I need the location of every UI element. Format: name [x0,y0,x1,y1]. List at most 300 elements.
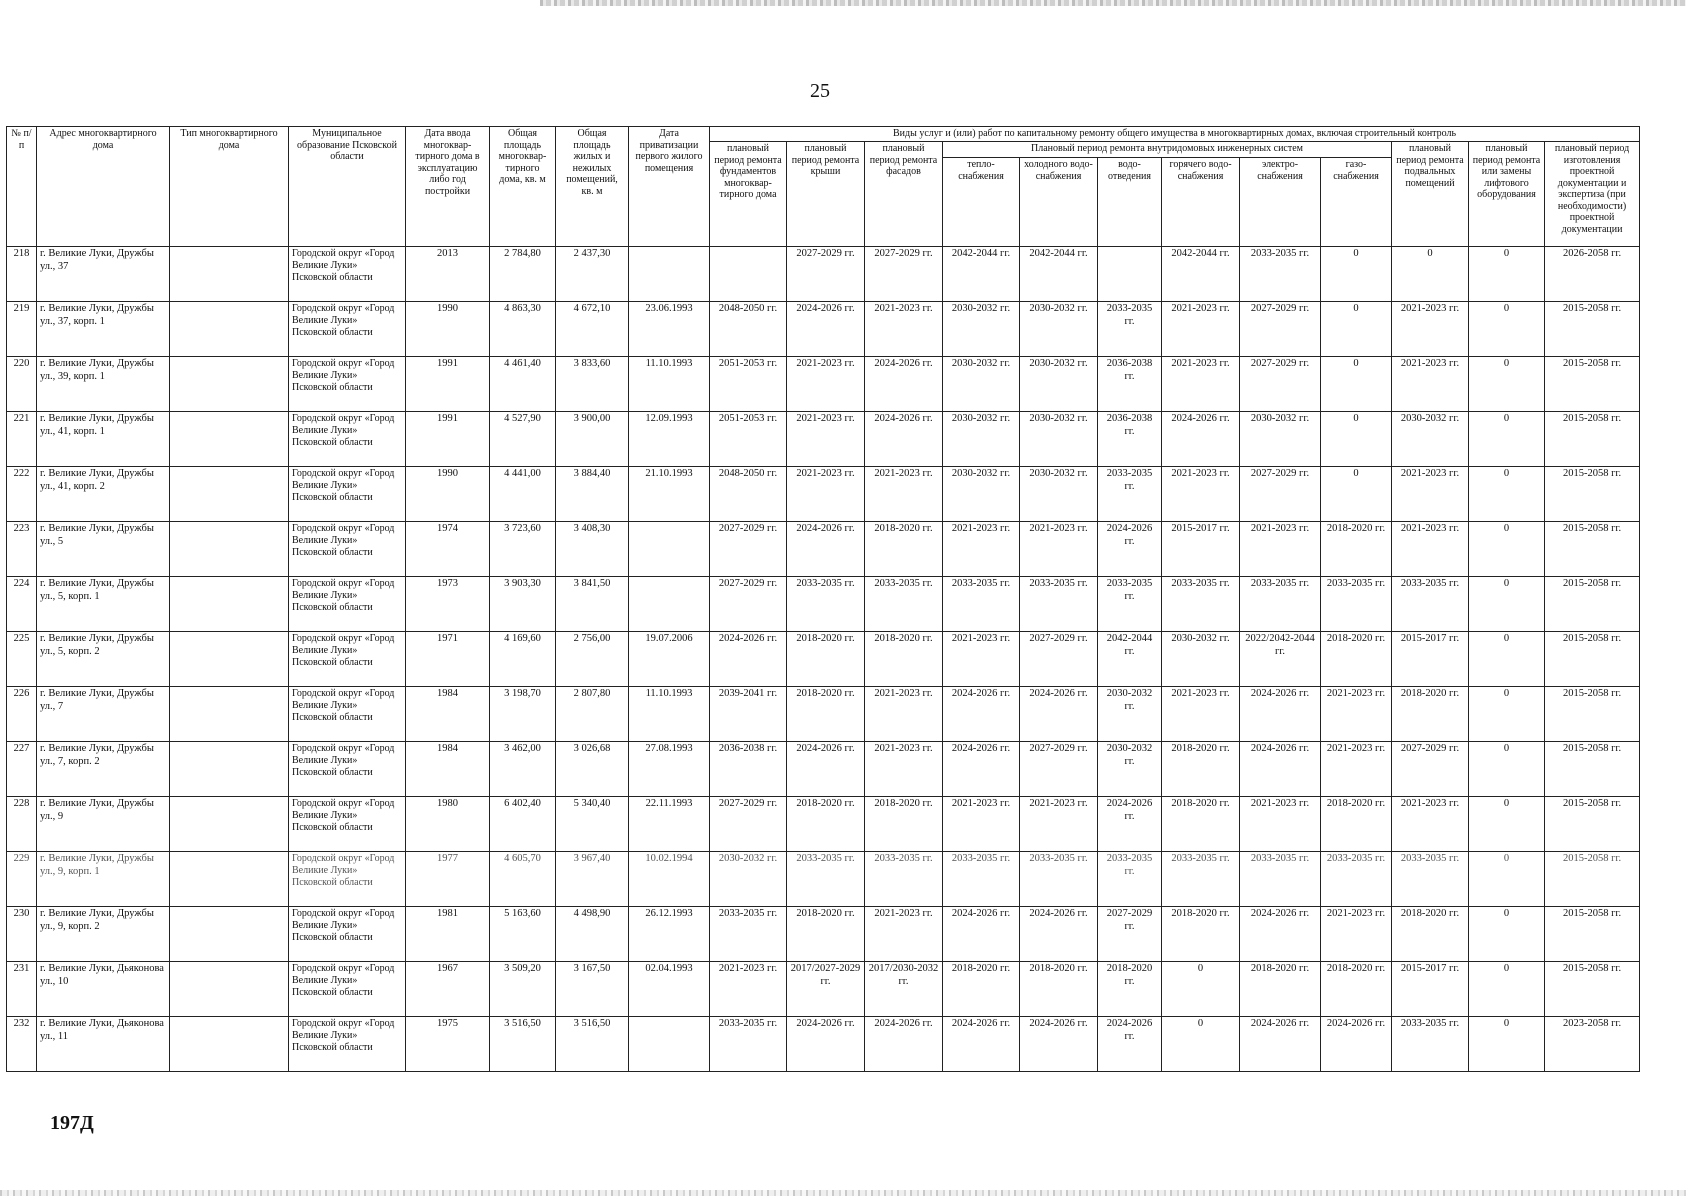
foundation-cell: 2048-2050 гг. [710,467,787,522]
heat-cell: 2030-2032 гг. [943,302,1020,357]
gas-cell: 2033-2035 гг. [1321,577,1392,632]
electric-cell: 2021-2023 гг. [1240,797,1321,852]
living-area-cell: 3 026,68 [556,742,629,797]
header-type: Тип многоквартирного дома [170,127,289,247]
foundation-cell [710,247,787,302]
facade-cell: 2024-2026 гг. [865,1017,943,1072]
hot-water-cell: 2030-2032 гг. [1162,632,1240,687]
elevator-cell: 0 [1469,962,1545,1017]
privatization-cell: 22.11.1993 [629,797,710,852]
row-number-cell: 221 [7,412,37,467]
hot-water-cell: 0 [1162,962,1240,1017]
table-row [7,302,1640,357]
table-row [7,577,1640,632]
row-number-cell: 227 [7,742,37,797]
header-basement: плановый период ремонта подвальных помещений [1392,142,1469,247]
electric-cell: 2027-2029 гг. [1240,467,1321,522]
header-elevator: плановый период ремонта или замены лифтового оборудования [1469,142,1545,247]
address-cell: г. Великие Луки, Дружбы ул., 5, корп. 2 [37,632,170,687]
hot-water-cell: 2018-2020 гг. [1162,797,1240,852]
year-cell: 1990 [406,302,490,357]
design-cell: 2015-2058 гг. [1545,302,1640,357]
heat-cell: 2021-2023 гг. [943,632,1020,687]
total-area-cell: 3 198,70 [490,687,556,742]
cold-water-cell: 2033-2035 гг. [1020,577,1098,632]
hot-water-cell: 2015-2017 гг. [1162,522,1240,577]
living-area-cell: 4 498,90 [556,907,629,962]
roof-cell: 2033-2035 гг. [787,577,865,632]
elevator-cell: 0 [1469,632,1545,687]
design-cell: 2015-2058 гг. [1545,907,1640,962]
row-number-cell: 223 [7,522,37,577]
heat-cell: 2021-2023 гг. [943,522,1020,577]
basement-cell: 2033-2035 гг. [1392,1017,1469,1072]
cold-water-cell: 2042-2044 гг. [1020,247,1098,302]
row-number-cell: 222 [7,467,37,522]
basement-cell: 2033-2035 гг. [1392,852,1469,907]
foundation-cell: 2051-2053 гг. [710,412,787,467]
type-cell [170,522,289,577]
gas-cell: 0 [1321,357,1392,412]
sewer-cell: 2033-2035 гг. [1098,302,1162,357]
electric-cell: 2021-2023 гг. [1240,522,1321,577]
roof-cell: 2024-2026 гг. [787,742,865,797]
design-cell: 2026-2058 гг. [1545,247,1640,302]
living-area-cell: 3 833,60 [556,357,629,412]
table-row [7,797,1640,852]
municipality-cell: Городской округ «Город Великие Луки» Псковской области [289,687,406,742]
municipality-cell: Городской округ «Город Великие Луки» Псковской области [289,962,406,1017]
hot-water-cell: 2018-2020 гг. [1162,742,1240,797]
header-cold-water: холодного водо-снабжения [1020,158,1098,247]
sewer-cell: 2030-2032 гг. [1098,742,1162,797]
basement-cell: 2018-2020 гг. [1392,907,1469,962]
roof-cell: 2018-2020 гг. [787,687,865,742]
elevator-cell: 0 [1469,907,1545,962]
type-cell [170,577,289,632]
type-cell [170,852,289,907]
address-cell: г. Великие Луки, Дружбы ул., 39, корп. 1 [37,357,170,412]
address-cell: г. Великие Луки, Дружбы ул., 7, корп. 2 [37,742,170,797]
privatization-cell: 26.12.1993 [629,907,710,962]
table-row [7,1017,1640,1072]
sewer-cell: 2024-2026 гг. [1098,797,1162,852]
table-row [7,467,1640,522]
foundation-cell: 2027-2029 гг. [710,522,787,577]
roof-cell: 2021-2023 гг. [787,467,865,522]
year-cell: 1971 [406,632,490,687]
total-area-cell: 3 509,20 [490,962,556,1017]
address-cell: г. Великие Луки, Дружбы ул., 41, корп. 1 [37,412,170,467]
year-cell: 1973 [406,577,490,632]
heat-cell: 2024-2026 гг. [943,1017,1020,1072]
heat-cell: 2024-2026 гг. [943,687,1020,742]
hot-water-cell: 0 [1162,1017,1240,1072]
foundation-cell: 2024-2026 гг. [710,632,787,687]
living-area-cell: 3 967,40 [556,852,629,907]
header-electric: электро-снабжения [1240,158,1321,247]
facade-cell: 2024-2026 гг. [865,357,943,412]
row-number-cell: 225 [7,632,37,687]
address-cell: г. Великие Луки, Дружбы ул., 9 [37,797,170,852]
roof-cell: 2024-2026 гг. [787,522,865,577]
electric-cell: 2033-2035 гг. [1240,247,1321,302]
roof-cell: 2021-2023 гг. [787,357,865,412]
row-number-cell: 226 [7,687,37,742]
hot-water-cell: 2033-2035 гг. [1162,852,1240,907]
address-cell: г. Великие Луки, Дружбы ул., 5 [37,522,170,577]
design-cell: 2015-2058 гг. [1545,687,1640,742]
table-row [7,907,1640,962]
header-address: Адрес многоквартирного дома [37,127,170,247]
heat-cell: 2018-2020 гг. [943,962,1020,1017]
heat-cell: 2033-2035 гг. [943,852,1020,907]
facade-cell: 2024-2026 гг. [865,412,943,467]
cold-water-cell: 2030-2032 гг. [1020,302,1098,357]
facade-cell: 2021-2023 гг. [865,467,943,522]
type-cell [170,907,289,962]
foundation-cell: 2021-2023 гг. [710,962,787,1017]
basement-cell: 2021-2023 гг. [1392,522,1469,577]
type-cell [170,302,289,357]
gas-cell: 2021-2023 гг. [1321,742,1392,797]
cold-water-cell: 2021-2023 гг. [1020,522,1098,577]
header-design: плановый период изготовления проектной документации и экспертиза (при необходимости) проектной документации [1545,142,1640,247]
living-area-cell: 3 841,50 [556,577,629,632]
heat-cell: 2030-2032 гг. [943,357,1020,412]
elevator-cell: 0 [1469,522,1545,577]
facade-cell: 2018-2020 гг. [865,632,943,687]
design-cell: 2015-2058 гг. [1545,467,1640,522]
basement-cell: 2015-2017 гг. [1392,962,1469,1017]
foundation-cell: 2033-2035 гг. [710,1017,787,1072]
header-total-area: Общая площадь многоквар-тирного дома, кв. м [490,127,556,247]
header-foundation: плановый период ремонта фундаментов многоквар-тирного дома [710,142,787,247]
privatization-cell: 10.02.1994 [629,852,710,907]
sewer-cell: 2033-2035 гг. [1098,467,1162,522]
total-area-cell: 4 605,70 [490,852,556,907]
living-area-cell: 4 672,10 [556,302,629,357]
privatization-cell [629,1017,710,1072]
total-area-cell: 6 402,40 [490,797,556,852]
municipality-cell: Городской округ «Город Великие Луки» Псковской области [289,577,406,632]
living-area-cell: 2 756,00 [556,632,629,687]
design-cell: 2015-2058 гг. [1545,852,1640,907]
elevator-cell: 0 [1469,1017,1545,1072]
row-number-cell: 219 [7,302,37,357]
scan-edge-bottom [0,1190,1686,1196]
design-cell: 2015-2058 гг. [1545,522,1640,577]
gas-cell: 0 [1321,467,1392,522]
municipality-cell: Городской округ «Город Великие Луки» Псковской области [289,797,406,852]
year-cell: 1967 [406,962,490,1017]
foundation-cell: 2027-2029 гг. [710,577,787,632]
sewer-cell: 2033-2035 гг. [1098,577,1162,632]
total-area-cell: 3 903,30 [490,577,556,632]
table-row [7,247,1640,302]
type-cell [170,962,289,1017]
sewer-cell: 2036-2038 гг. [1098,412,1162,467]
row-number-cell: 231 [7,962,37,1017]
municipality-cell: Городской округ «Город Великие Луки» Псковской области [289,247,406,302]
electric-cell: 2033-2035 гг. [1240,577,1321,632]
privatization-cell: 11.10.1993 [629,357,710,412]
electric-cell: 2030-2032 гг. [1240,412,1321,467]
total-area-cell: 4 461,40 [490,357,556,412]
year-cell: 1984 [406,687,490,742]
gas-cell: 2018-2020 гг. [1321,797,1392,852]
gas-cell: 2033-2035 гг. [1321,852,1392,907]
cold-water-cell: 2033-2035 гг. [1020,852,1098,907]
year-cell: 1981 [406,907,490,962]
roof-cell: 2024-2026 гг. [787,1017,865,1072]
address-cell: г. Великие Луки, Дьяконова ул., 11 [37,1017,170,1072]
elevator-cell: 0 [1469,467,1545,522]
municipality-cell: Городской округ «Город Великие Луки» Псковской области [289,357,406,412]
sewer-cell: 2030-2032 гг. [1098,687,1162,742]
foundation-cell: 2033-2035 гг. [710,907,787,962]
header-works-group: Виды услуг и (или) работ по капитальному ремонту общего имущества в многоквартирных домах, включая строительный контроль [710,127,1640,142]
roof-cell: 2027-2029 гг. [787,247,865,302]
municipality-cell: Городской округ «Город Великие Луки» Псковской области [289,467,406,522]
cold-water-cell: 2021-2023 гг. [1020,797,1098,852]
facade-cell: 2033-2035 гг. [865,577,943,632]
municipality-cell: Городской округ «Город Великие Луки» Псковской области [289,522,406,577]
type-cell [170,467,289,522]
year-cell: 1991 [406,412,490,467]
gas-cell: 0 [1321,302,1392,357]
gas-cell: 2021-2023 гг. [1321,907,1392,962]
type-cell [170,742,289,797]
facade-cell: 2021-2023 гг. [865,742,943,797]
living-area-cell: 3 408,30 [556,522,629,577]
electric-cell: 2027-2029 гг. [1240,357,1321,412]
foundation-cell: 2048-2050 гг. [710,302,787,357]
header-heat: тепло-снабжения [943,158,1020,247]
table-row [7,687,1640,742]
facade-cell: 2021-2023 гг. [865,687,943,742]
design-cell: 2015-2058 гг. [1545,797,1640,852]
basement-cell: 2018-2020 гг. [1392,687,1469,742]
roof-cell: 2024-2026 гг. [787,302,865,357]
total-area-cell: 3 516,50 [490,1017,556,1072]
living-area-cell: 3 516,50 [556,1017,629,1072]
gas-cell: 2018-2020 гг. [1321,632,1392,687]
privatization-cell: 02.04.1993 [629,962,710,1017]
gas-cell: 2021-2023 гг. [1321,687,1392,742]
elevator-cell: 0 [1469,577,1545,632]
basement-cell: 2030-2032 гг. [1392,412,1469,467]
basement-cell: 2021-2023 гг. [1392,467,1469,522]
address-cell: г. Великие Луки, Дружбы ул., 9, корп. 2 [37,907,170,962]
basement-cell: 2015-2017 гг. [1392,632,1469,687]
elevator-cell: 0 [1469,742,1545,797]
total-area-cell: 4 527,90 [490,412,556,467]
cold-water-cell: 2018-2020 гг. [1020,962,1098,1017]
type-cell [170,687,289,742]
municipality-cell: Городской округ «Город Великие Луки» Псковской области [289,1017,406,1072]
heat-cell: 2030-2032 гг. [943,467,1020,522]
table-row [7,852,1640,907]
address-cell: г. Великие Луки, Дружбы ул., 37, корп. 1 [37,302,170,357]
municipality-cell: Городской округ «Город Великие Луки» Псковской области [289,412,406,467]
heat-cell: 2042-2044 гг. [943,247,1020,302]
cold-water-cell: 2030-2032 гг. [1020,467,1098,522]
roof-cell: 2018-2020 гг. [787,907,865,962]
header-living-area: Общая площадь жилых и нежилых помещений, кв. м [556,127,629,247]
facade-cell: 2018-2020 гг. [865,522,943,577]
living-area-cell: 3 167,50 [556,962,629,1017]
year-cell: 1984 [406,742,490,797]
total-area-cell: 4 169,60 [490,632,556,687]
foundation-cell: 2027-2029 гг. [710,797,787,852]
heat-cell: 2024-2026 гг. [943,742,1020,797]
sewer-cell: 2024-2026 гг. [1098,1017,1162,1072]
gas-cell: 2018-2020 гг. [1321,962,1392,1017]
total-area-cell: 2 784,80 [490,247,556,302]
privatization-cell [629,522,710,577]
year-cell: 1974 [406,522,490,577]
privatization-cell: 19.07.2006 [629,632,710,687]
header-hot-water: горячего водо-снабжения [1162,158,1240,247]
row-number-cell: 218 [7,247,37,302]
address-cell: г. Великие Луки, Дьяконова ул., 10 [37,962,170,1017]
table-row [7,522,1640,577]
header-facade: плановый период ремонта фасадов [865,142,943,247]
cold-water-cell: 2027-2029 гг. [1020,742,1098,797]
year-cell: 2013 [406,247,490,302]
hot-water-cell: 2033-2035 гг. [1162,577,1240,632]
cold-water-cell: 2024-2026 гг. [1020,907,1098,962]
privatization-cell: 23.06.1993 [629,302,710,357]
gas-cell: 0 [1321,412,1392,467]
header-privatization: Дата приватизации первого жилого помещения [629,127,710,247]
address-cell: г. Великие Луки, Дружбы ул., 37 [37,247,170,302]
cold-water-cell: 2030-2032 гг. [1020,357,1098,412]
year-cell: 1991 [406,357,490,412]
roof-cell: 2033-2035 гг. [787,852,865,907]
hot-water-cell: 2042-2044 гг. [1162,247,1240,302]
elevator-cell: 0 [1469,852,1545,907]
repair-register-table [6,126,1640,1072]
privatization-cell: 12.09.1993 [629,412,710,467]
foundation-cell: 2030-2032 гг. [710,852,787,907]
privatization-cell: 11.10.1993 [629,687,710,742]
year-cell: 1980 [406,797,490,852]
facade-cell: 2027-2029 гг. [865,247,943,302]
cold-water-cell: 2024-2026 гг. [1020,687,1098,742]
basement-cell: 2033-2035 гг. [1392,577,1469,632]
cold-water-cell: 2030-2032 гг. [1020,412,1098,467]
header-year: Дата ввода многоквар-тирного дома в эксплуатацию либо год постройки [406,127,490,247]
design-cell: 2015-2058 гг. [1545,357,1640,412]
row-number-cell: 229 [7,852,37,907]
heat-cell: 2024-2026 гг. [943,907,1020,962]
roof-cell: 2018-2020 гг. [787,632,865,687]
row-number-cell: 232 [7,1017,37,1072]
total-area-cell: 3 462,00 [490,742,556,797]
municipality-cell: Городской округ «Город Великие Луки» Псковской области [289,907,406,962]
address-cell: г. Великие Луки, Дружбы ул., 9, корп. 1 [37,852,170,907]
basement-cell: 2027-2029 гг. [1392,742,1469,797]
foundation-cell: 2051-2053 гг. [710,357,787,412]
living-area-cell: 2 437,30 [556,247,629,302]
row-number-cell: 224 [7,577,37,632]
basement-cell: 2021-2023 гг. [1392,357,1469,412]
electric-cell: 2027-2029 гг. [1240,302,1321,357]
hot-water-cell: 2021-2023 гг. [1162,302,1240,357]
type-cell [170,357,289,412]
year-cell: 1975 [406,1017,490,1072]
heat-cell: 2021-2023 гг. [943,797,1020,852]
heat-cell: 2033-2035 гг. [943,577,1020,632]
municipality-cell: Городской округ «Город Великие Луки» Псковской области [289,742,406,797]
table-row [7,412,1640,467]
address-cell: г. Великие Луки, Дружбы ул., 7 [37,687,170,742]
header-gas: газо-снабжения [1321,158,1392,247]
municipality-cell: Городской округ «Город Великие Луки» Псковской области [289,302,406,357]
electric-cell: 2024-2026 гг. [1240,742,1321,797]
design-cell: 2015-2058 гг. [1545,962,1640,1017]
total-area-cell: 4 863,30 [490,302,556,357]
electric-cell: 2033-2035 гг. [1240,852,1321,907]
sewer-cell: 2018-2020 гг. [1098,962,1162,1017]
table-row [7,632,1640,687]
hot-water-cell: 2021-2023 гг. [1162,687,1240,742]
design-cell: 2015-2058 гг. [1545,577,1640,632]
total-area-cell: 5 163,60 [490,907,556,962]
cold-water-cell: 2024-2026 гг. [1020,1017,1098,1072]
row-number-cell: 220 [7,357,37,412]
header-municipality: Муниципальное образование Псковской области [289,127,406,247]
basement-cell: 0 [1392,247,1469,302]
header-sewer: водо-отведения [1098,158,1162,247]
electric-cell: 2018-2020 гг. [1240,962,1321,1017]
foundation-cell: 2036-2038 гг. [710,742,787,797]
document-code: 197Д [50,1112,94,1134]
facade-cell: 2021-2023 гг. [865,302,943,357]
design-cell: 2015-2058 гг. [1545,742,1640,797]
elevator-cell: 0 [1469,797,1545,852]
type-cell [170,797,289,852]
electric-cell: 2024-2026 гг. [1240,687,1321,742]
type-cell [170,412,289,467]
facade-cell: 2017/2030-2032 гг. [865,962,943,1017]
hot-water-cell: 2021-2023 гг. [1162,357,1240,412]
foundation-cell: 2039-2041 гг. [710,687,787,742]
header-systems-group: Плановый период ремонта внутридомовых инженерных систем [943,142,1392,158]
type-cell [170,1017,289,1072]
year-cell: 1990 [406,467,490,522]
sewer-cell: 2036-2038 гг. [1098,357,1162,412]
gas-cell: 2018-2020 гг. [1321,522,1392,577]
elevator-cell: 0 [1469,247,1545,302]
roof-cell: 2017/2027-2029 гг. [787,962,865,1017]
address-cell: г. Великие Луки, Дружбы ул., 41, корп. 2 [37,467,170,522]
table-row [7,357,1640,412]
municipality-cell: Городской округ «Город Великие Луки» Псковской области [289,632,406,687]
living-area-cell: 5 340,40 [556,797,629,852]
address-cell: г. Великие Луки, Дружбы ул., 5, корп. 1 [37,577,170,632]
total-area-cell: 3 723,60 [490,522,556,577]
privatization-cell [629,577,710,632]
facade-cell: 2018-2020 гг. [865,797,943,852]
row-number-cell: 228 [7,797,37,852]
hot-water-cell: 2018-2020 гг. [1162,907,1240,962]
roof-cell: 2021-2023 гг. [787,412,865,467]
facade-cell: 2033-2035 гг. [865,852,943,907]
header-num: № п/п [7,127,37,247]
